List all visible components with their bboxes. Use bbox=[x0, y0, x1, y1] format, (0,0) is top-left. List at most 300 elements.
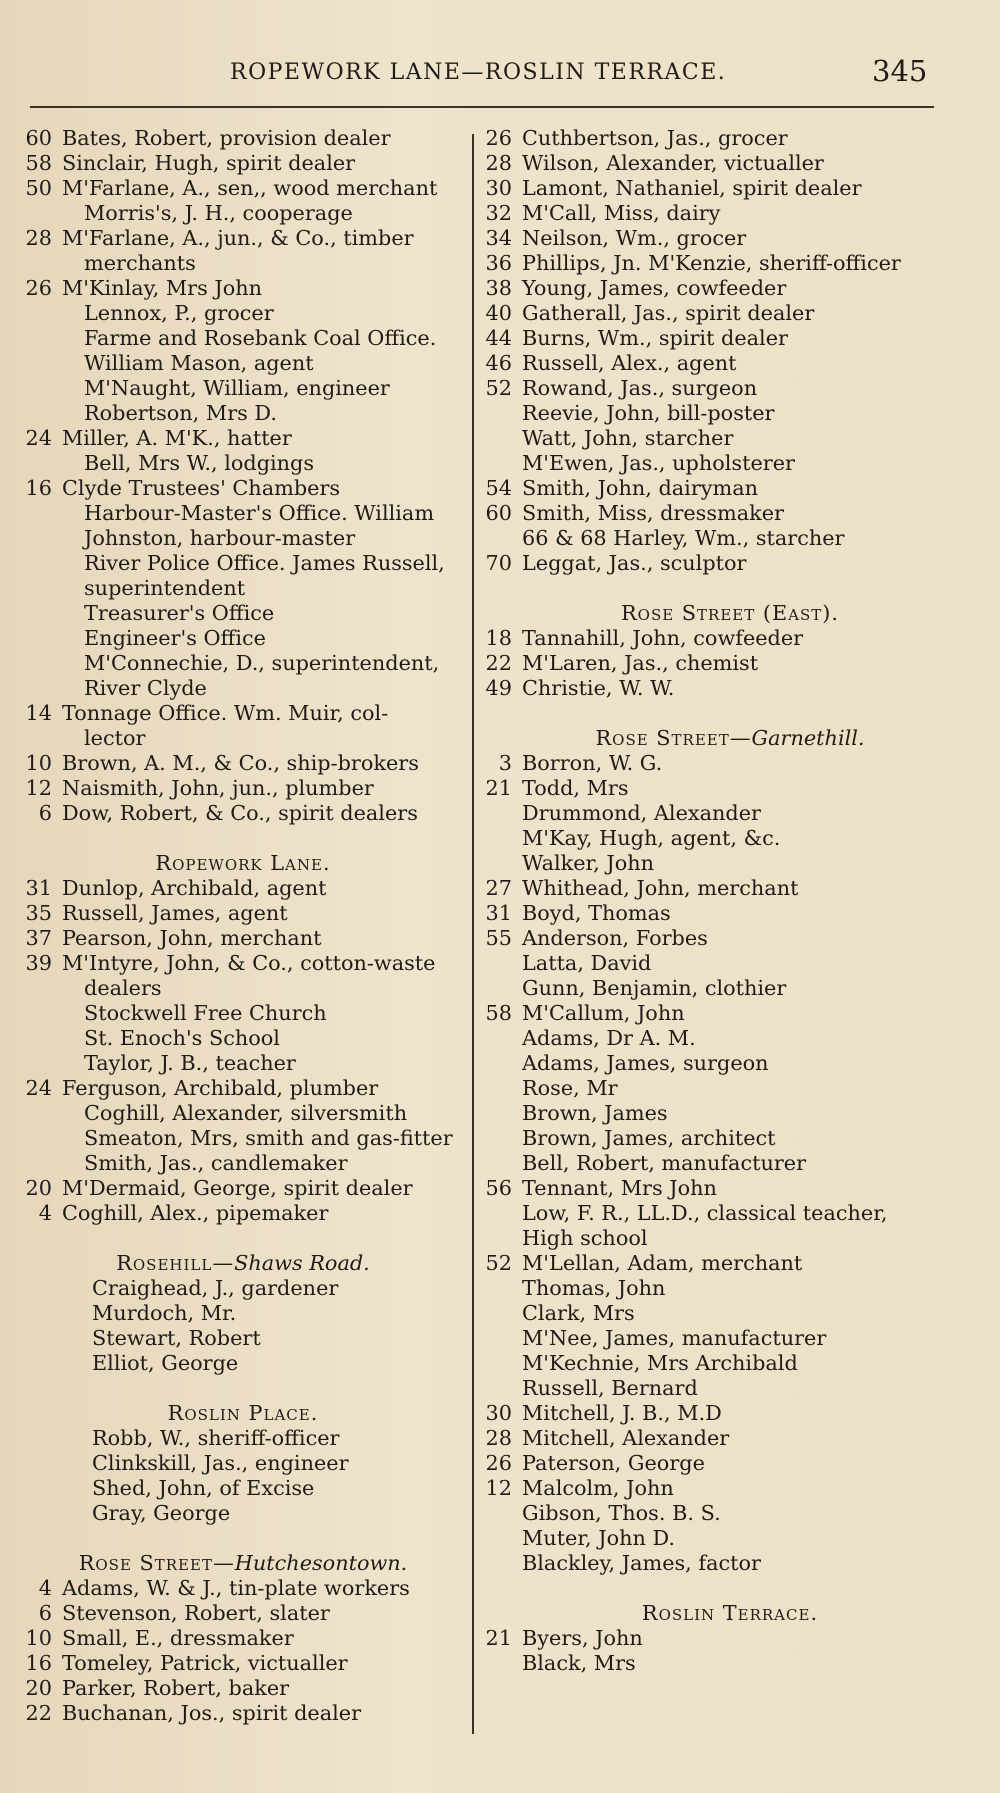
entry-text: Sinclair, Hugh, spirit dealer bbox=[62, 151, 356, 175]
entry-text: Murdoch, Mr. bbox=[92, 1301, 237, 1325]
entry-text: Stockwell Free Church bbox=[84, 1001, 327, 1025]
directory-entry bbox=[480, 401, 980, 426]
directory-entry bbox=[480, 1026, 980, 1051]
directory-entry bbox=[18, 1601, 468, 1626]
entry-text: Mitchell, J. B., M.D bbox=[522, 1401, 722, 1425]
house-number: 31 bbox=[25, 876, 52, 900]
directory-entry bbox=[18, 226, 468, 251]
entry-text: Walker, John bbox=[522, 851, 655, 875]
entry-text: Rose, Mr bbox=[522, 1076, 618, 1100]
house-number: 14 bbox=[25, 701, 52, 725]
house-number: 52 bbox=[485, 1251, 512, 1275]
entry-text: Smith, John, dairyman bbox=[522, 476, 759, 500]
directory-entry bbox=[18, 726, 468, 751]
entry-text: St. Enoch's School bbox=[84, 1026, 280, 1050]
entry-text: Stewart, Robert bbox=[92, 1326, 261, 1350]
entry-text: Young, James, cowfeeder bbox=[522, 276, 787, 300]
entry-text: Byers, John bbox=[522, 1626, 643, 1650]
directory-entry bbox=[480, 526, 980, 551]
entry-text: Mitchell, Alexander bbox=[522, 1426, 730, 1450]
directory-entry bbox=[18, 1276, 468, 1301]
directory-entry bbox=[18, 501, 468, 526]
entry-text: Smith, Miss, dressmaker bbox=[522, 501, 784, 525]
directory-entry bbox=[480, 926, 980, 951]
entry-text: Brown, A. M., & Co., ship-brokers bbox=[62, 751, 419, 775]
entry-text: Neilson, Wm., grocer bbox=[522, 226, 747, 250]
entry-text: Russell, Bernard bbox=[522, 1376, 698, 1400]
section-heading-roslin-terrace: Roslin Terrace. bbox=[641, 1601, 819, 1625]
directory-entry bbox=[18, 1176, 468, 1201]
house-number: 37 bbox=[25, 926, 52, 950]
entry-text: Cuthbertson, Jas., grocer bbox=[522, 126, 788, 150]
directory-entry bbox=[480, 126, 980, 151]
house-number: 6 bbox=[38, 1601, 52, 1625]
house-number bbox=[480, 401, 522, 426]
house-number: 28 bbox=[485, 151, 512, 175]
entry-text: Tonnage Office. Wm. Muir, col- bbox=[62, 701, 389, 725]
entry-text: Borron, W. G. bbox=[522, 751, 663, 775]
directory-entry bbox=[480, 426, 980, 451]
house-number bbox=[18, 626, 62, 651]
right-column bbox=[480, 126, 980, 1676]
house-number: 10 bbox=[25, 751, 52, 775]
house-number bbox=[18, 501, 62, 526]
header-rule bbox=[30, 106, 934, 108]
section-heading-rose-street-garnethill: Rose Street—Garnethill. bbox=[595, 726, 865, 750]
house-number: 40 bbox=[485, 301, 512, 325]
entry-text: M'Ewen, Jas., upholsterer bbox=[522, 451, 795, 475]
entry-text: Black, Mrs bbox=[522, 1651, 636, 1675]
house-number bbox=[480, 1526, 522, 1551]
directory-entry bbox=[18, 1476, 468, 1501]
entry-text: Engineer's Office bbox=[84, 626, 266, 650]
entry-text: lector bbox=[84, 726, 146, 750]
directory-entry bbox=[480, 151, 980, 176]
directory-entry bbox=[480, 251, 980, 276]
house-number bbox=[18, 401, 62, 426]
directory-entry bbox=[18, 751, 468, 776]
house-number: 16 bbox=[25, 1651, 52, 1675]
house-number: 4 bbox=[38, 1201, 52, 1225]
house-number: 30 bbox=[485, 1401, 512, 1425]
entry-text: Rowand, Jas., surgeon bbox=[522, 376, 758, 400]
house-number: 26 bbox=[485, 1451, 512, 1475]
entry-text: Reevie, John, bill-poster bbox=[522, 401, 775, 425]
house-number: 54 bbox=[485, 476, 512, 500]
entry-text: Malcolm, John bbox=[522, 1476, 674, 1500]
section-heading-rose-street-east: Rose Street (East). bbox=[621, 601, 839, 625]
directory-entry bbox=[480, 1151, 980, 1176]
directory-entry bbox=[480, 1551, 980, 1576]
house-number bbox=[18, 351, 62, 376]
entry-text: Parker, Robert, baker bbox=[62, 1676, 290, 1700]
directory-entry bbox=[480, 1326, 980, 1351]
directory-entry bbox=[480, 976, 980, 1001]
entry-text: M'Lellan, Adam, merchant bbox=[522, 1251, 803, 1275]
directory-entry bbox=[18, 201, 468, 226]
house-number: 38 bbox=[485, 276, 512, 300]
house-number bbox=[18, 1326, 62, 1351]
house-number bbox=[18, 1051, 62, 1076]
directory-entry bbox=[480, 1351, 980, 1376]
left-column bbox=[18, 126, 468, 1726]
entry-text: Watt, John, starcher bbox=[522, 426, 734, 450]
entry-text: Coghill, Alex., pipemaker bbox=[62, 1201, 329, 1225]
house-number bbox=[480, 1076, 522, 1101]
house-number: 35 bbox=[25, 901, 52, 925]
entry-text: superintendent bbox=[84, 576, 246, 600]
entry-text: Coghill, Alexander, silversmith bbox=[84, 1101, 408, 1125]
directory-entry bbox=[480, 276, 980, 301]
house-number: 28 bbox=[485, 1426, 512, 1450]
directory-entry bbox=[480, 551, 980, 576]
directory-entry bbox=[480, 1226, 980, 1251]
directory-entry bbox=[480, 376, 980, 401]
entry-text: Shed, John, of Excise bbox=[92, 1476, 315, 1500]
directory-entry bbox=[480, 451, 980, 476]
directory-entry bbox=[18, 1626, 468, 1651]
directory-entry bbox=[480, 626, 980, 651]
directory-entry bbox=[480, 1401, 980, 1426]
entry-text: Bell, Mrs W., lodgings bbox=[84, 451, 315, 475]
house-number bbox=[480, 1301, 522, 1326]
directory-entry bbox=[18, 151, 468, 176]
house-number bbox=[480, 1026, 522, 1051]
entry-text: M'Kinlay, Mrs John bbox=[62, 276, 263, 300]
entry-text: Boyd, Thomas bbox=[522, 901, 671, 925]
house-number: 70 bbox=[485, 551, 512, 575]
directory-entry bbox=[18, 1676, 468, 1701]
entry-text: Gatherall, Jas., spirit dealer bbox=[522, 301, 815, 325]
directory-entry bbox=[18, 1426, 468, 1451]
directory-entry bbox=[18, 126, 468, 151]
house-number: 12 bbox=[485, 1476, 512, 1500]
directory-entry bbox=[480, 1076, 980, 1101]
entry-text: Tomeley, Patrick, victualler bbox=[62, 1651, 348, 1675]
entry-text: Harbour-Master's Office. William bbox=[84, 501, 435, 525]
directory-entry bbox=[18, 376, 468, 401]
directory-entry bbox=[480, 1476, 980, 1501]
directory-entry bbox=[18, 926, 468, 951]
directory-entry bbox=[18, 1076, 468, 1101]
entry-text: Elliot, George bbox=[92, 1351, 239, 1375]
house-number: 22 bbox=[485, 651, 512, 675]
directory-entry bbox=[18, 551, 468, 576]
directory-entry bbox=[480, 476, 980, 501]
house-number bbox=[18, 576, 62, 601]
house-number: 22 bbox=[25, 1701, 52, 1725]
entry-text: Brown, James bbox=[522, 1101, 668, 1125]
entry-text: River Clyde bbox=[84, 676, 207, 700]
right-block-rose-street-garnethill bbox=[480, 751, 980, 1576]
entry-text: Pearson, John, merchant bbox=[62, 926, 322, 950]
directory-entry bbox=[18, 576, 468, 601]
directory-entry bbox=[18, 651, 468, 676]
right-block-rose-street-east bbox=[480, 626, 980, 701]
entry-text: Treasurer's Office bbox=[84, 601, 275, 625]
house-number bbox=[480, 1051, 522, 1076]
house-number bbox=[18, 1101, 62, 1126]
left-block-roslin-place bbox=[18, 1426, 468, 1526]
house-number: 56 bbox=[485, 1176, 512, 1200]
house-number bbox=[480, 826, 522, 851]
directory-entry bbox=[18, 1201, 468, 1226]
directory-entry bbox=[480, 1001, 980, 1026]
house-number bbox=[18, 1126, 62, 1151]
directory-entry bbox=[18, 276, 468, 301]
entry-text: Smeaton, Mrs, smith and gas-fitter bbox=[84, 1126, 453, 1150]
house-number: 44 bbox=[485, 326, 512, 350]
house-number: 30 bbox=[485, 176, 512, 200]
directory-entry bbox=[18, 1351, 468, 1376]
directory-entry bbox=[18, 1326, 468, 1351]
directory-entry bbox=[18, 1301, 468, 1326]
directory-entry bbox=[18, 1026, 468, 1051]
house-number bbox=[480, 1376, 522, 1401]
house-number bbox=[18, 1151, 62, 1176]
house-number: 26 bbox=[25, 276, 52, 300]
entry-text: Phillips, Jn. M'Kenzie, sheriff-officer bbox=[522, 251, 901, 275]
entry-text: Ferguson, Archibald, plumber bbox=[62, 1076, 379, 1100]
entry-text: M'Connechie, D., superintendent, bbox=[84, 651, 440, 675]
directory-entry bbox=[480, 1451, 980, 1476]
entry-text: Smith, Jas., candlemaker bbox=[84, 1151, 348, 1175]
house-number bbox=[480, 976, 522, 1001]
directory-entry bbox=[480, 1176, 980, 1201]
entry-text: Lennox, P., grocer bbox=[84, 301, 274, 325]
house-number bbox=[480, 951, 522, 976]
house-number bbox=[480, 1151, 522, 1176]
house-number: 18 bbox=[485, 626, 512, 650]
house-number bbox=[18, 726, 62, 751]
entry-text: Muter, John D. bbox=[522, 1526, 676, 1550]
entry-text: dealers bbox=[84, 976, 162, 1000]
house-number bbox=[18, 1501, 62, 1526]
entry-text: Dow, Robert, & Co., spirit dealers bbox=[62, 801, 418, 825]
house-number: 50 bbox=[25, 176, 52, 200]
directory-entry bbox=[480, 1501, 980, 1526]
house-number: 26 bbox=[485, 126, 512, 150]
directory-entry bbox=[480, 1426, 980, 1451]
entry-text: Clyde Trustees' Chambers bbox=[62, 476, 341, 500]
entry-text: Adams, W. & J., tin-plate workers bbox=[62, 1576, 410, 1600]
entry-text: Robb, W., sheriff-officer bbox=[92, 1426, 340, 1450]
directory-entry bbox=[18, 1126, 468, 1151]
directory-entry bbox=[18, 1576, 468, 1601]
entry-text: Wilson, Alexander, victualler bbox=[522, 151, 824, 175]
entry-text: Clinkskill, Jas., engineer bbox=[92, 1451, 349, 1475]
house-number: 28 bbox=[25, 226, 52, 250]
house-number: 46 bbox=[485, 351, 512, 375]
entry-text: Brown, James, architect bbox=[522, 1126, 776, 1150]
directory-entry bbox=[480, 1101, 980, 1126]
directory-entry bbox=[480, 501, 980, 526]
house-number: 34 bbox=[485, 226, 512, 250]
house-number: 31 bbox=[485, 901, 512, 925]
entry-text: Miller, A. M'K., hatter bbox=[62, 426, 292, 450]
house-number bbox=[480, 426, 522, 451]
house-number bbox=[18, 676, 62, 701]
house-number bbox=[18, 976, 62, 1001]
house-number: 21 bbox=[485, 1626, 512, 1650]
directory-entry bbox=[18, 1001, 468, 1026]
entry-text: Whithead, John, merchant bbox=[522, 876, 799, 900]
directory-entry bbox=[18, 676, 468, 701]
entry-text: Johnston, harbour-master bbox=[84, 526, 356, 550]
directory-entry bbox=[18, 951, 468, 976]
house-number bbox=[18, 201, 62, 226]
directory-entry bbox=[480, 1626, 980, 1651]
directory-entry bbox=[480, 951, 980, 976]
entry-text: Stevenson, Robert, slater bbox=[62, 1601, 330, 1625]
directory-entry bbox=[18, 1451, 468, 1476]
entry-text: Todd, Mrs bbox=[522, 776, 629, 800]
entry-text: Small, E., dressmaker bbox=[62, 1626, 294, 1650]
house-number bbox=[18, 326, 62, 351]
entry-text: Thomas, John bbox=[522, 1276, 666, 1300]
house-number bbox=[480, 1326, 522, 1351]
directory-entry bbox=[18, 601, 468, 626]
directory-entry bbox=[480, 901, 980, 926]
entry-text: William Mason, agent bbox=[84, 351, 314, 375]
entry-text: Buchanan, Jos., spirit dealer bbox=[62, 1701, 362, 1725]
house-number: 3 bbox=[498, 751, 512, 775]
entry-text: Low, F. R., LL.D., classical teacher, bbox=[522, 1201, 888, 1225]
directory-entry bbox=[480, 1251, 980, 1276]
house-number: 52 bbox=[485, 376, 512, 400]
directory-entry bbox=[18, 351, 468, 376]
house-number: 32 bbox=[485, 201, 512, 225]
entry-text: M'Laren, Jas., chemist bbox=[522, 651, 759, 675]
directory-entry bbox=[480, 351, 980, 376]
house-number: 12 bbox=[25, 776, 52, 800]
house-number bbox=[18, 1301, 62, 1326]
house-number bbox=[18, 526, 62, 551]
house-number bbox=[480, 1101, 522, 1126]
house-number bbox=[480, 1501, 522, 1526]
section-heading-ropework-lane: Ropework Lane. bbox=[155, 851, 331, 875]
house-number bbox=[18, 651, 62, 676]
entry-text: Gibson, Thos. B. S. bbox=[522, 1501, 721, 1525]
house-number: 58 bbox=[485, 1001, 512, 1025]
house-number bbox=[18, 1026, 62, 1051]
page-number: 345 bbox=[872, 54, 928, 88]
entry-text: Russell, James, agent bbox=[62, 901, 288, 925]
directory-entry bbox=[480, 876, 980, 901]
entry-text: M'Kechnie, Mrs Archibald bbox=[522, 1351, 798, 1375]
directory-entry bbox=[480, 1376, 980, 1401]
entry-text: Taylor, J. B., teacher bbox=[84, 1051, 296, 1075]
left-block-rose-street-hutchesontown bbox=[18, 1576, 468, 1726]
entry-text: Craighead, J., gardener bbox=[92, 1276, 339, 1300]
directory-entry bbox=[18, 801, 468, 826]
directory-entry bbox=[480, 1301, 980, 1326]
house-number: 20 bbox=[25, 1176, 52, 1200]
directory-entry bbox=[480, 201, 980, 226]
house-number bbox=[18, 301, 62, 326]
entry-text: Latta, David bbox=[522, 951, 652, 975]
entry-text: M'Kay, Hugh, agent, &c. bbox=[522, 826, 781, 850]
directory-entry bbox=[18, 326, 468, 351]
left-block-continued bbox=[18, 126, 468, 826]
right-block-continued bbox=[480, 126, 980, 576]
directory-entry bbox=[18, 976, 468, 1001]
directory-entry bbox=[18, 626, 468, 651]
house-number bbox=[18, 1426, 62, 1451]
house-number bbox=[480, 1351, 522, 1376]
directory-entry bbox=[480, 326, 980, 351]
entry-text: Naismith, John, jun., plumber bbox=[62, 776, 374, 800]
house-number bbox=[18, 1476, 62, 1501]
house-number bbox=[480, 801, 522, 826]
house-number bbox=[18, 1451, 62, 1476]
entry-text: Tannahill, John, cowfeeder bbox=[522, 626, 804, 650]
entry-text: Leggat, Jas., sculptor bbox=[522, 551, 747, 575]
directory-entry bbox=[18, 1151, 468, 1176]
house-number: 6 bbox=[38, 801, 52, 825]
house-number bbox=[18, 376, 62, 401]
entry-text: Anderson, Forbes bbox=[522, 926, 708, 950]
house-number: 10 bbox=[25, 1626, 52, 1650]
house-number: 60 bbox=[25, 126, 52, 150]
right-block-roslin-terrace bbox=[480, 1626, 980, 1676]
house-number: 24 bbox=[25, 1076, 52, 1100]
house-number bbox=[18, 551, 62, 576]
entry-text: M'Naught, William, engineer bbox=[84, 376, 390, 400]
entry-text: Robertson, Mrs D. bbox=[84, 401, 277, 425]
house-number: 49 bbox=[485, 676, 512, 700]
entry-text: Morris's, J. H., cooperage bbox=[84, 201, 353, 225]
entry-text: M'Call, Miss, dairy bbox=[522, 201, 721, 225]
directory-entry bbox=[480, 301, 980, 326]
entry-text: Clark, Mrs bbox=[522, 1301, 635, 1325]
left-block-rosehill bbox=[18, 1276, 468, 1376]
entry-text: 66 & 68 Harley, Wm., starcher bbox=[522, 526, 845, 550]
house-number bbox=[480, 451, 522, 476]
entry-text: Russell, Alex., agent bbox=[522, 351, 737, 375]
directory-entry bbox=[18, 1701, 468, 1726]
house-number bbox=[480, 1201, 522, 1226]
directory-entry bbox=[480, 776, 980, 801]
entry-text: Gray, George bbox=[92, 1501, 231, 1525]
entry-text: Tennant, Mrs John bbox=[522, 1176, 717, 1200]
directory-entry bbox=[18, 1051, 468, 1076]
house-number bbox=[480, 1551, 522, 1576]
directory-entry bbox=[480, 1126, 980, 1151]
directory-entry bbox=[480, 226, 980, 251]
directory-entry bbox=[18, 701, 468, 726]
house-number bbox=[480, 1276, 522, 1301]
directory-entry bbox=[18, 526, 468, 551]
directory-entry bbox=[18, 901, 468, 926]
column-divider bbox=[472, 134, 474, 1734]
directory-entry bbox=[18, 1501, 468, 1526]
directory-entry bbox=[18, 251, 468, 276]
entry-text: Christie, W. W. bbox=[522, 676, 675, 700]
house-number bbox=[480, 526, 522, 551]
directory-entry bbox=[18, 1101, 468, 1126]
directory-entry bbox=[18, 476, 468, 501]
house-number: 4 bbox=[38, 1576, 52, 1600]
directory-entry bbox=[18, 176, 468, 201]
section-heading-rose-street-hutchesontown: Rose Street—Hutchesontown. bbox=[78, 1551, 408, 1575]
directory-entry bbox=[18, 776, 468, 801]
left-block-ropework bbox=[18, 876, 468, 1226]
entry-text: Bates, Robert, provision dealer bbox=[62, 126, 391, 150]
house-number bbox=[18, 1351, 62, 1376]
entry-text: Adams, James, surgeon bbox=[522, 1051, 769, 1075]
entry-text: M'Intyre, John, & Co., cotton-waste bbox=[62, 951, 436, 975]
